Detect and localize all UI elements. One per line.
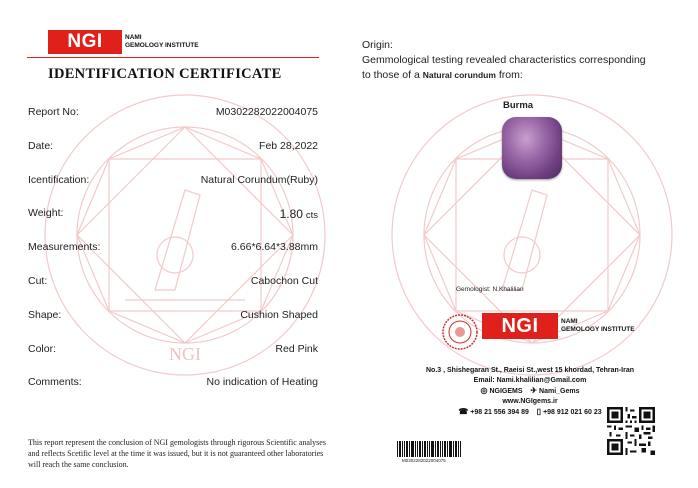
field-label: Comments: [28,376,82,388]
contact-address: No.3 , Shishegaran St., Raeisi St.,west 15 khordad, Tehran-Iran [426,367,634,374]
svg-text:NGI: NGI [169,344,201,364]
phone-icon: ☎ [458,407,469,416]
instagram-icon: ◎ [480,386,488,395]
origin-text-2: to those of a [362,69,420,81]
gemstone-photo [502,117,562,179]
origin-block [362,38,672,83]
field-value: No indication of Heating [206,376,318,388]
field-label: Measurements: [28,241,101,253]
field-value: Cabochon Cut [250,275,318,287]
mobile-icon: ▯ [536,407,542,416]
barcode-number: M0302282022004075 [402,458,446,463]
ngi-seal-stamp [441,313,479,351]
logo-sub-2: GEMOLOGY INSTITUTE [125,42,199,49]
weight-unit: cts [305,210,318,221]
origin-text-line-2 [362,68,672,83]
logo-subtitle [125,34,199,50]
ngi-logo-header [48,30,199,54]
origin-place: Burma [503,100,534,111]
contact-social [380,386,680,397]
watermark-left [35,85,335,385]
telegram-icon: ✈ [530,386,538,395]
barcode [397,441,461,457]
field-label: Date: [28,140,54,152]
logo-text: NGI [67,31,103,52]
field-value: Red Pink [275,343,318,355]
phone-number: +98 21 556 394 89 [470,409,529,416]
contact-email: Email: Nami.khalilian@Gmail.com [473,377,587,384]
header-rule [27,57,319,58]
logo-sub-1: NAMI [125,34,142,41]
qr-code [607,407,655,455]
gemologist-name: Gemologist: N.Khalilian [456,286,524,293]
logo-subtitle [561,318,635,334]
field-value: Feb 28,2022 [259,140,318,152]
instagram-handle: NGIGEMS [489,388,523,395]
origin-label: Origin: [362,39,393,51]
field-value: Natural Corundum(Ruby) [200,174,318,186]
ngi-logo-box [48,30,122,54]
telegram-handle: Nami_Gems [539,388,580,395]
field-label: Report No: [28,106,79,118]
ngi-logo-footer [482,313,635,339]
field-value [280,207,318,221]
origin-material: Natural corundum [422,70,496,80]
field-label: Cut: [28,275,48,287]
field-label: Weight: [28,207,64,219]
logo-sub-1: NAMI [561,318,578,325]
origin-text-3: from: [498,69,523,81]
field-label: Icentification: [28,174,90,186]
field-label: Color: [28,343,57,355]
field-value: Cushion Shaped [240,309,318,321]
logo-text: NGI [501,314,539,337]
field-label: Shape: [28,309,62,321]
ngi-logo-box [482,313,558,339]
origin-text-1: Gemmological testing revealed characteristics corresponding [362,54,646,66]
field-value: M0302282022004075 [215,106,318,118]
certificate-title: IDENTIFICATION CERTIFICATE [48,66,282,82]
field-value: 6.66*6.64*3.88mm [231,241,318,253]
weight-number: 1.80 [279,207,303,221]
mobile-number: +98 912 021 60 23 [543,409,602,416]
contact-website: www.NGIgems.ir [502,398,558,405]
disclaimer-note: This report represent the conclusion of NGI gemologists through rigorous Scientific analyses and reflects Scetific level at the time it was issued, but it is not guaranteed other laboratories will reach the same conclusion. [28,438,326,469]
logo-sub-2: GEMOLOGY INSTITUTE [561,326,635,333]
